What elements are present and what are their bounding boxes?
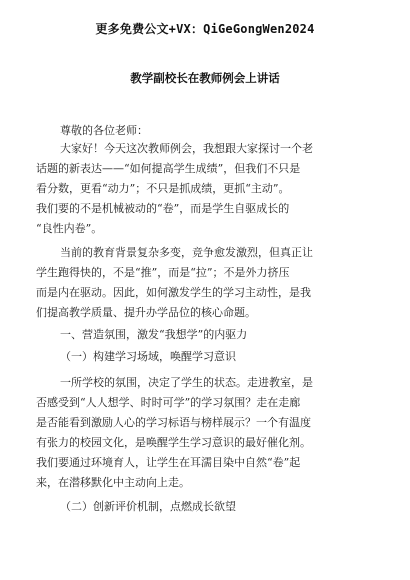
salutation-line: 尊敬的各位老师： — [60, 124, 148, 137]
subsection-heading: （一）构建学习场域，唤醒学习意识 — [60, 350, 236, 363]
paragraph-line: 我们要通过环境育人，让学生在耳濡目染中自然“卷”起 — [36, 456, 301, 469]
document-title: 教学副校长在教师例会上讲话 — [130, 71, 280, 85]
paragraph-line: 我们要的不是机械被动的“卷”，而是学生自驱成长的 — [36, 202, 290, 215]
document-body — [36, 0, 352, 580]
paragraph-line: 们提高教学质量、提升办学品位的核心命题。 — [36, 306, 256, 319]
subsection-heading: （二）创新评价机制，点燃成长欲望 — [60, 500, 236, 513]
paragraph-line: 一所学校的氛围，决定了学生的状态。走进教室，是 — [60, 376, 313, 389]
paragraph-line: 否感受到“人人想学、时时可学”的学习氛围？走在走廊 — [36, 396, 301, 409]
paragraph-line: “良性内卷”。 — [36, 222, 103, 235]
section-heading: 一、营造氛围，激发“我想学”的内驱力 — [60, 328, 248, 341]
paragraph-line: 学生跑得快的，不是“推”，而是“拉”；不是外力挤压 — [36, 266, 290, 279]
paragraph-line: 是否能看到激励人心的学习标语与榜样展示？一个有温度 — [36, 416, 311, 429]
paragraph-line: 看分数，更看“动力”；不只是抓成绩，更抓“主动”。 — [36, 182, 290, 195]
paragraph-line: 话题的新表达——“如何提高学生成绩”，但我们不只是 — [36, 162, 301, 175]
promo-header: 更多免费公文+VX：QiGeGongWen2024 — [95, 22, 315, 36]
paragraph-line: 当前的教育背景复杂多变，竞争愈发激烈，但真正让 — [60, 246, 313, 259]
paragraph-line: 来，在潜移默化中主动向上走。 — [36, 476, 190, 489]
paragraph-line: 大家好！今天这次教师例会，我想跟大家探讨一个老 — [60, 142, 313, 155]
paragraph-line: 有张力的校园文化，是唤醒学生学习意识的最好催化剂。 — [36, 436, 311, 449]
paragraph-line: 而是内在驱动。因此，如何激发学生的学习主动性，是我 — [36, 286, 311, 299]
